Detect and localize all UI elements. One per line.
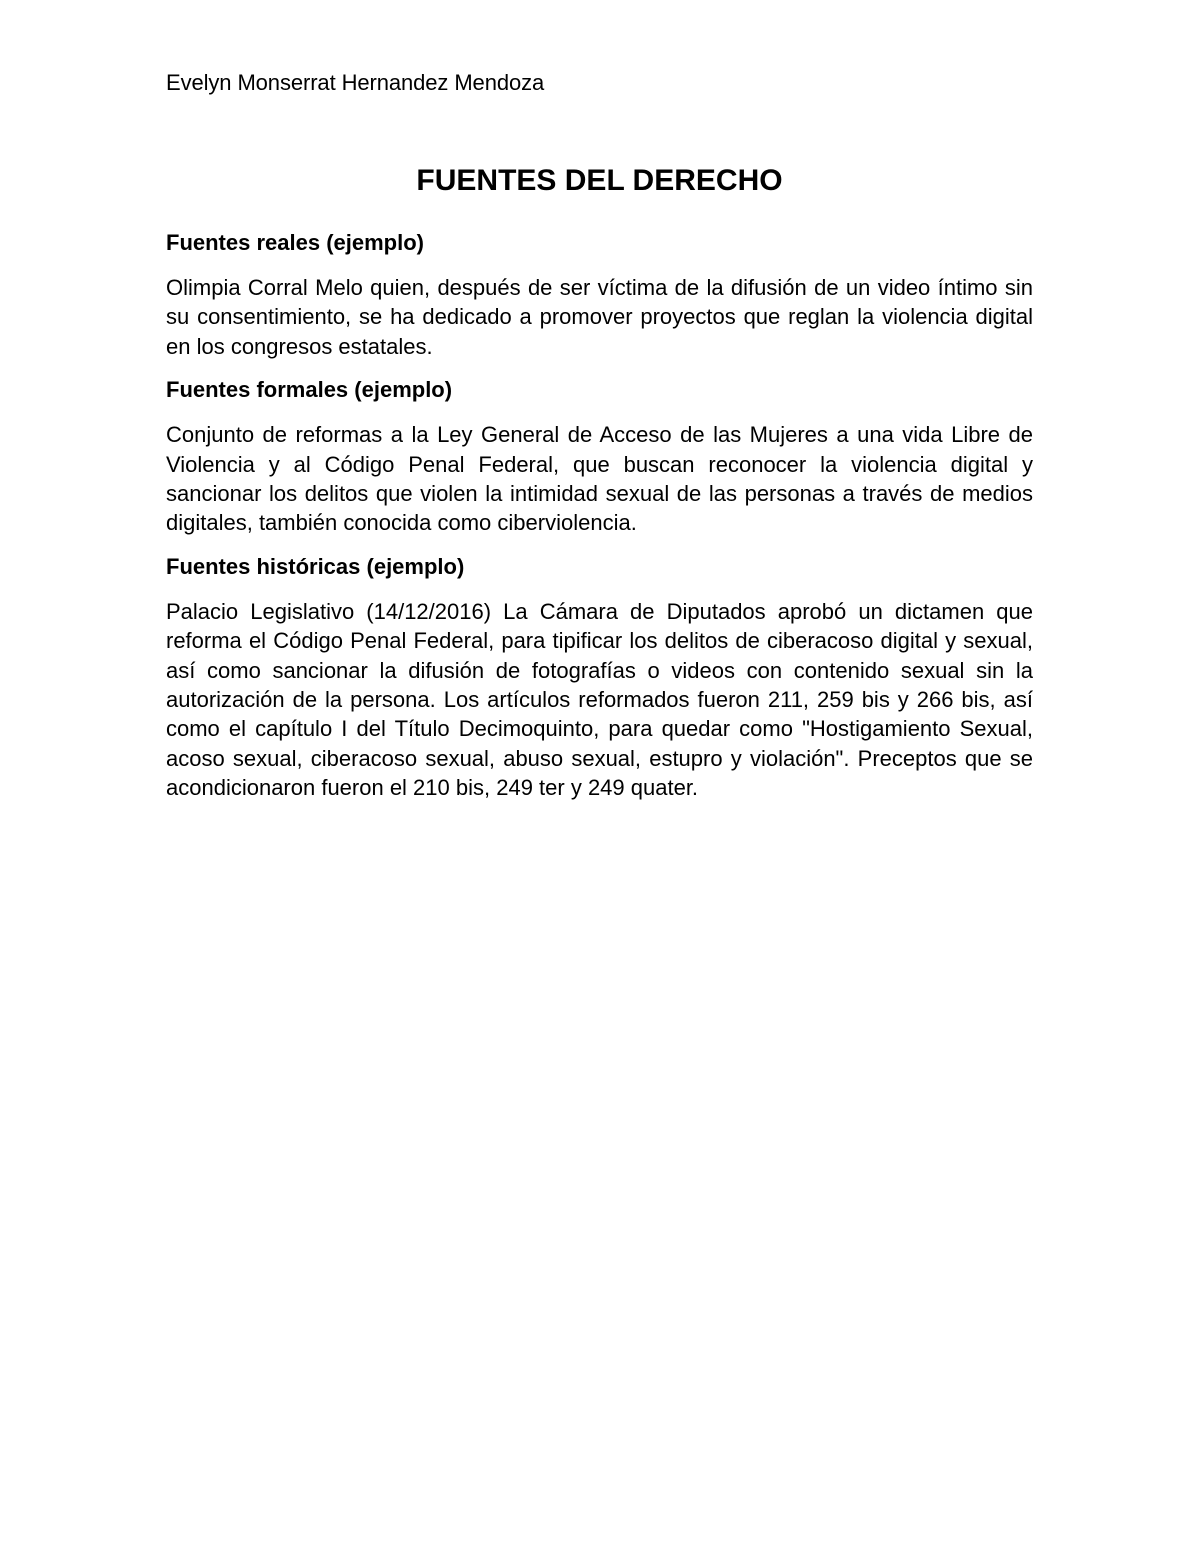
- section-fuentes-reales: [166, 228, 1033, 361]
- section-heading: Fuentes formales (ejemplo): [166, 377, 453, 403]
- section-heading: Fuentes históricas (ejemplo): [166, 553, 465, 579]
- section-fuentes-historicas: [166, 552, 1033, 803]
- section-heading: Fuentes reales (ejemplo): [166, 230, 424, 255]
- section-fuentes-formales: [166, 375, 1033, 538]
- document-title: FUENTES DEL DERECHO: [416, 164, 783, 197]
- section-body: Conjunto de reformas a la Ley General de Acceso de las Mujeres a una vida Libre de Violencia y al Código Penal Federal, que buscan reconocer la violencia digital y sancionar los delitos que violen la intimidad sexual de las personas a través de medios digitales, también conocida como ciberviolencia.: [166, 422, 1033, 536]
- section-body: Olimpia Corral Melo quien, después de ser víctima de la difusión de un video íntimo sin su consentimiento, se ha dedicado a promover proyectos que reglan la violencia digital en los congresos estatales.: [166, 275, 1033, 359]
- document-page: [166, 66, 1033, 803]
- author-name: Evelyn Monserrat Hernandez Mendoza: [166, 70, 545, 95]
- section-body: Palacio Legislativo (14/12/2016) La Cámara de Diputados aprobó un dictamen que reforma el Código Penal Federal, para tipificar los delitos de ciberacoso digital y sexual, así como sancionar la difusión de fotografías o videos con contenido sexual sin la autorización de la persona. Los artículos reformados fueron 211, 259 bis y 266 bis, así como el capítulo I del Título Decimoquinto, para quedar como "Hostigamiento Sexual, acoso sexual, ciberacoso sexual, abuso sexual, estupro y violación". Preceptos que se acondicionaron fueron el 210 bis, 249 ter y 249 quater.: [166, 598, 1033, 801]
